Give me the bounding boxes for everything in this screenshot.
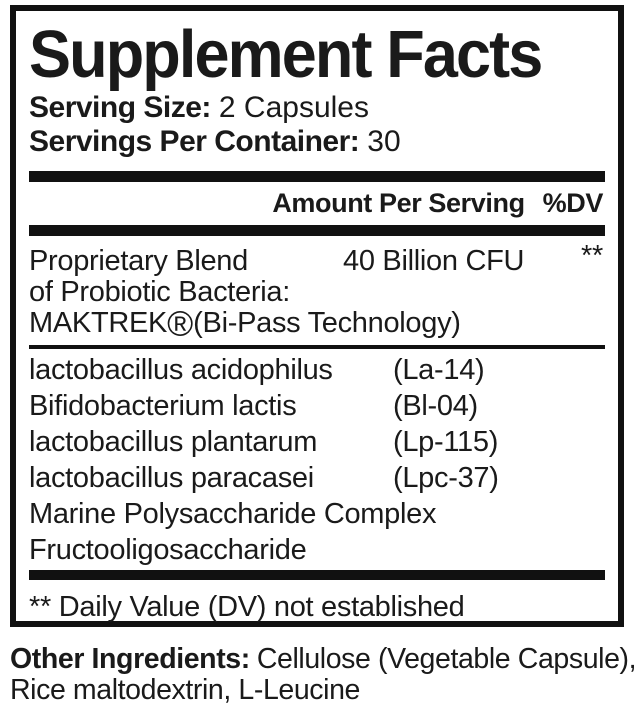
daily-value-footnote: ** Daily Value (DV) not established bbox=[29, 590, 465, 623]
serving-size-value: 2 Capsules bbox=[218, 91, 369, 124]
strain-code: (Lpc-37) bbox=[393, 461, 499, 494]
ingredient-name: Bifidobacterium lactis bbox=[29, 389, 297, 422]
ingredient-row bbox=[29, 352, 605, 388]
blend-amount-value: 40 Billion CFU bbox=[343, 245, 525, 277]
blend-dv-value: ** bbox=[581, 240, 603, 272]
divider-bar-top bbox=[29, 171, 605, 182]
ingredient-name: Fructooligosaccharide bbox=[29, 533, 307, 566]
supplement-facts-panel bbox=[10, 5, 624, 627]
ingredient-row bbox=[29, 532, 605, 568]
ingredient-row bbox=[29, 388, 605, 424]
other-ingredients-line-2: Rice maltodextrin, L-Leucine bbox=[10, 674, 360, 706]
ingredient-row bbox=[29, 460, 605, 496]
serving-size-line bbox=[29, 91, 605, 125]
ingredient-list bbox=[29, 349, 605, 568]
proprietary-blend-row bbox=[29, 236, 605, 344]
serving-size-label: Serving Size: bbox=[29, 91, 211, 124]
servings-per-container-value: 30 bbox=[367, 125, 401, 158]
amount-per-serving-header: Amount Per Serving bbox=[272, 188, 525, 218]
strain-code: (La-14) bbox=[393, 353, 485, 386]
blend-name-line-3 bbox=[29, 304, 605, 344]
blend-name-line-2: of Probiotic Bacteria: bbox=[29, 276, 290, 308]
blend-technology-name: (Bi-Pass Technology) bbox=[193, 307, 461, 339]
ingredient-row bbox=[29, 424, 605, 460]
other-ingredients-section bbox=[10, 644, 641, 706]
column-header-row bbox=[29, 182, 605, 225]
strain-code: (Bl-04) bbox=[393, 389, 478, 422]
ingredient-name: lactobacillus acidophilus bbox=[29, 353, 333, 386]
blend-name-line-1: Proprietary Blend bbox=[29, 245, 248, 277]
divider-bar-header bbox=[29, 225, 605, 236]
registered-trademark-symbol: ® bbox=[167, 304, 194, 344]
panel-title: Supplement Facts bbox=[29, 17, 542, 92]
strain-code: (Lp-115) bbox=[393, 425, 499, 458]
blend-brand-name: MAKTREK bbox=[29, 307, 168, 339]
servings-per-container-label: Servings Per Container: bbox=[29, 125, 360, 158]
percent-dv-header: %DV bbox=[542, 188, 603, 218]
divider-bar-footnote bbox=[29, 570, 605, 580]
ingredient-name: lactobacillus plantarum bbox=[29, 425, 318, 458]
ingredient-name: Marine Polysaccharide Complex bbox=[29, 497, 437, 530]
servings-per-container-line bbox=[29, 125, 605, 159]
ingredient-row bbox=[29, 496, 605, 532]
other-ingredients-line-1: Cellulose (Vegetable Capsule), bbox=[256, 643, 637, 675]
other-ingredients-label: Other Ingredients: bbox=[10, 643, 250, 675]
ingredient-name: lactobacillus paracasei bbox=[29, 461, 314, 494]
